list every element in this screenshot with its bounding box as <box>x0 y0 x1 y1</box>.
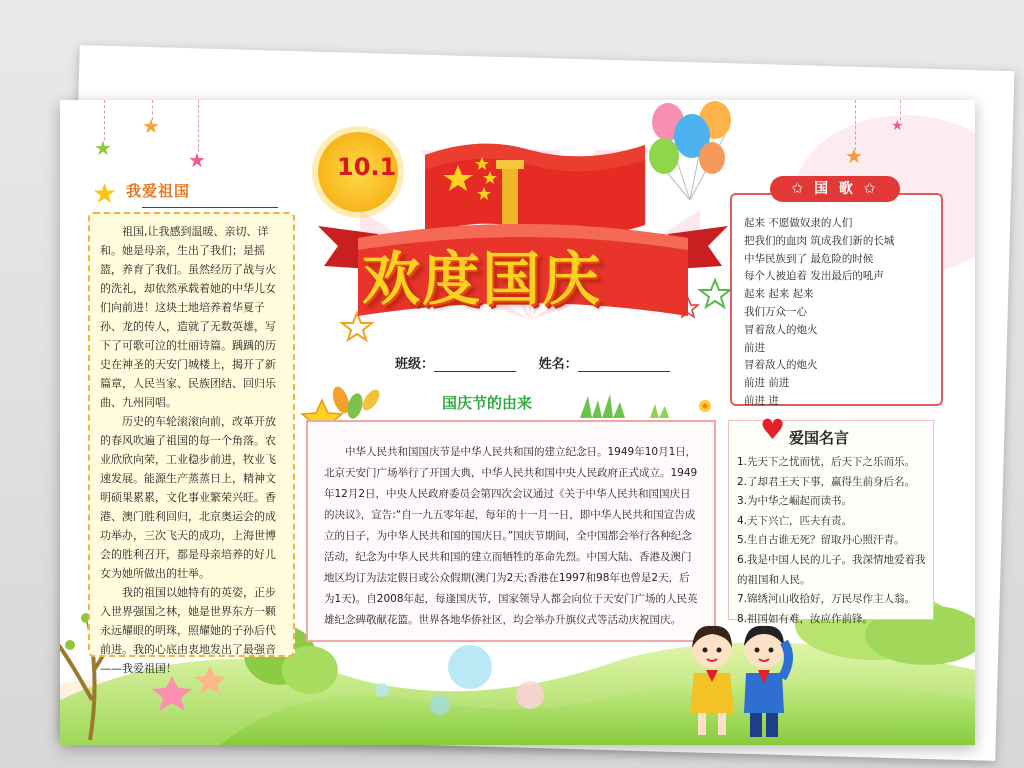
class-blank[interactable] <box>434 357 516 372</box>
left-paragraph-1: 祖国,让我感到温暖、亲切、详和。她是母亲，生出了我们；是摇篮，养育了我们。虽然经历了战与火的洗礼，却依然承载着她的中华儿女们向前进！这块土地培养着华夏子孙、龙的传人，造就了无数英雄，写下了可歌可泣的壮丽诗篇。踽踽的历史在神圣的天安门城楼上，揭开了新篇章，人民当家、民族团结、回归乐曲、九州同唱。 <box>100 225 276 409</box>
name-blank[interactable] <box>578 357 670 372</box>
children-illustration <box>672 618 802 743</box>
quote-item: 4.天下兴亡，匹夫有责。 <box>737 514 853 527</box>
section-star-icon: ★ <box>92 177 118 210</box>
center-section-title: 国庆节的由来 <box>442 394 533 412</box>
heart-icon: ♥ <box>760 413 786 446</box>
left-article-box <box>88 212 295 675</box>
main-title: 欢度国庆 <box>362 245 603 313</box>
left-title-underline <box>142 207 278 208</box>
quote-item: 2.了却君王天下事，赢得生前身后名。 <box>737 475 916 488</box>
quotes-box <box>728 420 934 625</box>
hanging-string <box>855 100 856 150</box>
anthem-line: 把我们的血肉 筑成我们新的长城 <box>744 234 895 247</box>
quote-item: 7.锦绣河山收拾好，万民尽作主人翁。 <box>737 593 916 606</box>
anthem-line: 起来 不愿做奴隶的人们 <box>744 217 853 229</box>
anthem-line: 中华民族到了 最危险的时候 <box>744 252 874 265</box>
class-label: 班级： <box>395 357 435 372</box>
anthem-line: 前进 前进 <box>744 377 790 390</box>
name-label: 姓名： <box>538 357 578 372</box>
quote-item: 5.生自古谁无死？留取丹心照汗青。 <box>737 534 905 547</box>
hanging-string <box>104 100 105 140</box>
quote-item: 8.祖国如有难，汝应作前锋。 <box>737 612 874 625</box>
center-article-box <box>306 420 716 642</box>
hanging-star-icon: ★ <box>188 148 206 172</box>
hanging-star-icon: ★ <box>845 144 863 168</box>
anthem-line: 我们万众一心 <box>744 305 807 318</box>
quotes-title: 爱国名言 <box>789 429 850 447</box>
date-badge-text: 10.1 <box>337 153 397 181</box>
anthem-line: 前进 <box>744 341 765 354</box>
student-info-row <box>395 353 670 372</box>
hanging-star-icon: ★ <box>142 114 160 138</box>
left-paragraph-3: 我的祖国以她特有的英姿，正步入世界强国之林，她是世界东方一颗永远耀眼的明珠，照耀她的子孙后代前进。我的心底由衷地发出了最强音——我爱祖国！ <box>100 586 276 675</box>
hanging-star-icon: ★ <box>891 118 904 134</box>
quote-item: 1.先天下之忧而忧，后天下之乐而乐。 <box>737 456 916 468</box>
left-paragraph-2: 历史的车轮滚滚向前，改革开放的春风吹遍了祖国的每一个角落。农业欣欣向荣，工业稳步前进，牧业飞速发展。能源生产蒸蒸日上，精神文明硕果累累，文化事业繁荣兴旺。香港、澳门胜利回归，北京奥运会的成功举办，三次飞天的成功，上海世博会的胜利召开，都是母亲培养的好儿女为她所做出的壮举。 <box>100 415 276 580</box>
anthem-line: 每个人被迫着 发出最后的吼声 <box>744 270 884 283</box>
anthem-box <box>730 193 943 406</box>
hanging-string <box>198 100 199 152</box>
anthem-title-text: 国 歌 <box>814 181 856 197</box>
quote-item: 3.为中华之崛起而读书。 <box>737 495 853 508</box>
anthem-line: 前进 进 <box>744 394 779 407</box>
quote-item: 6.我是中国人民的儿子。我深情地爱着我的祖国和人民。 <box>737 553 926 586</box>
anthem-title: ✩ 国 歌 ✩ <box>770 176 900 202</box>
hanging-star-icon: ★ <box>94 136 112 160</box>
anthem-line: 起来 起来 起来 <box>744 288 814 301</box>
anthem-line: 冒着敌人的炮火 <box>744 323 818 336</box>
center-article-body: 中华人民共和国国庆节是中华人民共和国的建立纪念日。1949年10月1日，北京天安门广场举行了开国大典，中华人民共和国中央人民政府正式成立。1949年12月2日，中央人民政府委员会第四次会议通过《关于中华人民共和国国庆日的决议》，宣告:“自一九五零年起，每年的十一月一日，即中华人民共和国宣告成立的日子，为中华人民共和国的国庆日。”国庆节期间，全中国都会举行各种纪念活动，纪念为中华人民共和国的建立而牺牲的革命先烈。中国大陆、香港及澳门地区均订为法定假日或公众假期(澳门为2天;香港在1997和98年也曾是2天，后为1天)。自2008年起，每逢国庆节，国家领导人都会向位于天安门广场的人民英雄纪念碑敬献花篮。世界各地华侨社区，均会举办升旗仪式等活动庆祝国庆。 <box>324 446 698 626</box>
left-section-title: 我爱祖国 <box>126 182 191 200</box>
anthem-line: 冒着敌人的炮火 <box>744 359 818 372</box>
